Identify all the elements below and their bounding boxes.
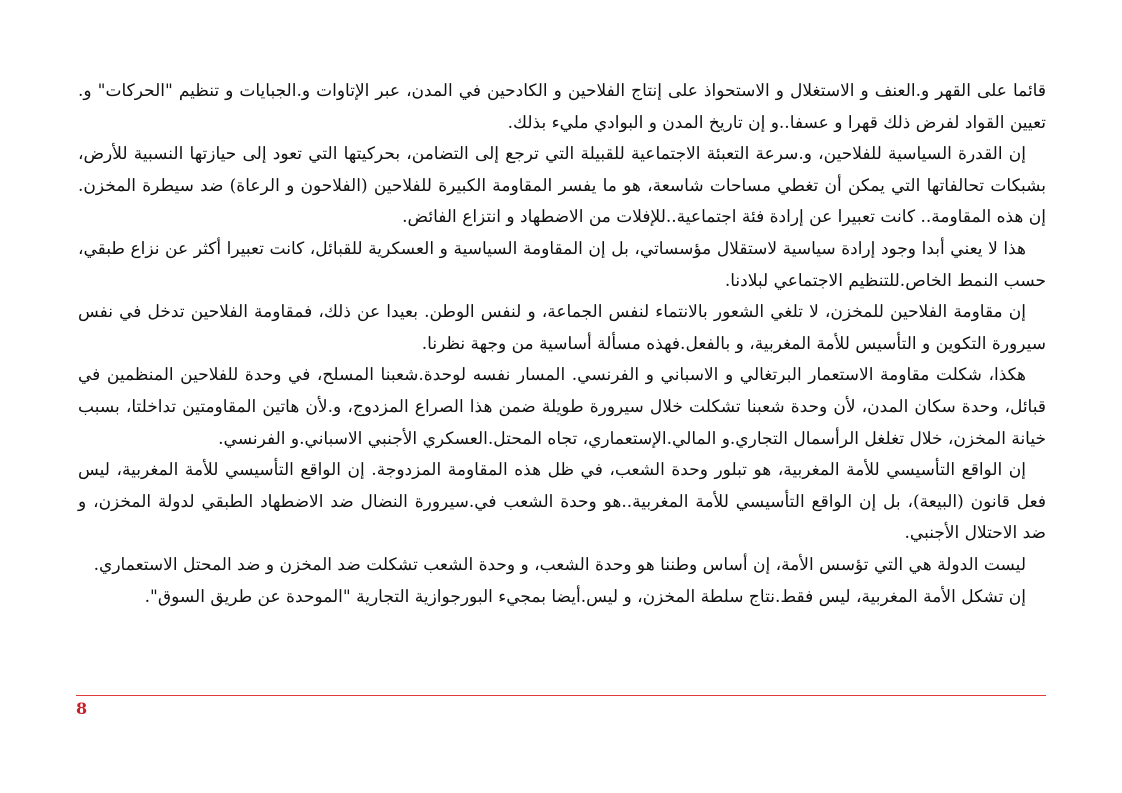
paragraph-8: إن تشكل الأمة المغربية، ليس فقط.نتاج سلطة المخزن، و ليس.أيضا بمجيء البورجوازية التجارية "الموحدة عن طريق السوق". bbox=[144, 586, 1026, 607]
body-text bbox=[78, 76, 1046, 613]
paragraph-5: هكذا، شكلت مقاومة الاستعمار البرتغالي و الاسباني و الفرنسي. المسار نفسه لوحدة.شعبنا المسلح، في وحدة للفلاحين المنظمين في قبائل، وحدة سكان المدن، لأن وحدة شعبنا تشكلت خلال سيرورة طويلة ضمن هذا الصراع المزدوج، و.لأن هاتين المقاومتين تداخلتا، بسبب خيانة المخزن، خلال تغلغل الرأسمال التجاري.و المالي.الإستعماري، تجاه المحتل.العسكري الأجنبي الاسباني.و الفرنسي. bbox=[78, 365, 1046, 449]
paragraph-1: قائما على القهر و.العنف و الاستغلال و الاستحواذ على إنتاج الفلاحين و الكادحين في المدن، عبر الإتاوات و.الجبايات و تنظيم "الحركات" و. تعيين القواد لفرض ذلك قهرا و عسفا..و إن تاريخ المدن و البوادي مليء بذلك. bbox=[78, 81, 1046, 133]
paragraph-2: إن القدرة السياسية للفلاحين، و.سرعة التعبئة الاجتماعية للقبيلة التي ترجع إلى التضامن، بحركيتها التي تعود إلى حيازتها النسبية للأرض، بشبكات تحالفاتها التي يمكن أن تغطي مساحات شاسعة، هو ما يفسر المقاومة الكبيرة للفلاحين (الفلاحون و الرعاة) ضد سيطرة المخزن. إن هذه المقاومة.. كانت تعبيرا عن إرادة فئة اجتماعية..للإفلات من الاضطهاد و انتزاع الفائض. bbox=[78, 144, 1046, 228]
paragraph-3: هذا لا يعني أبدا وجود إرادة سياسية لاستقلال مؤسساتي، بل إن المقاومة السياسية و العسكرية للقبائل، كانت تعبيرا أكثر عن نزاع طبقي، حسب النمط الخاص.للتنظيم الاجتماعي لبلادنا. bbox=[78, 238, 1046, 291]
paragraph-7: ليست الدولة هي التي تؤسس الأمة، إن أساس وطننا هو وحدة الشعب، و وحدة الشعب تشكلت ضد المخزن و ضد المحتل الاستعماري. bbox=[93, 554, 1026, 575]
page-number: 8 bbox=[76, 699, 88, 718]
footer-divider bbox=[76, 695, 1046, 696]
paragraph-4: إن مقاومة الفلاحين للمخزن، لا تلغي الشعور بالانتماء لنفس الجماعة، و لنفس الوطن. بعيدا عن ذلك، فمقاومة الفلاحين تدخل في نفس سيرورة التكوين و التأسيس للأمة المغربية، و بالفعل.فهذه مسألة أساسية من وجهة نظرنا. bbox=[78, 302, 1046, 354]
paragraph-6: إن الواقع التأسيسي للأمة المغربية، هو تبلور وحدة الشعب، في ظل هذه المقاومة المزدوجة. إن الواقع التأسيسي للأمة المغربية، ليس فعل قانون (البيعة)، بل إن الواقع التأسيسي للأمة المغربية..هو وحدة الشعب في.سيرورة النضال ضد الاضطهاد الطبقي لدولة المخزن، و ضد الاحتلال الأجنبي. bbox=[78, 460, 1046, 544]
